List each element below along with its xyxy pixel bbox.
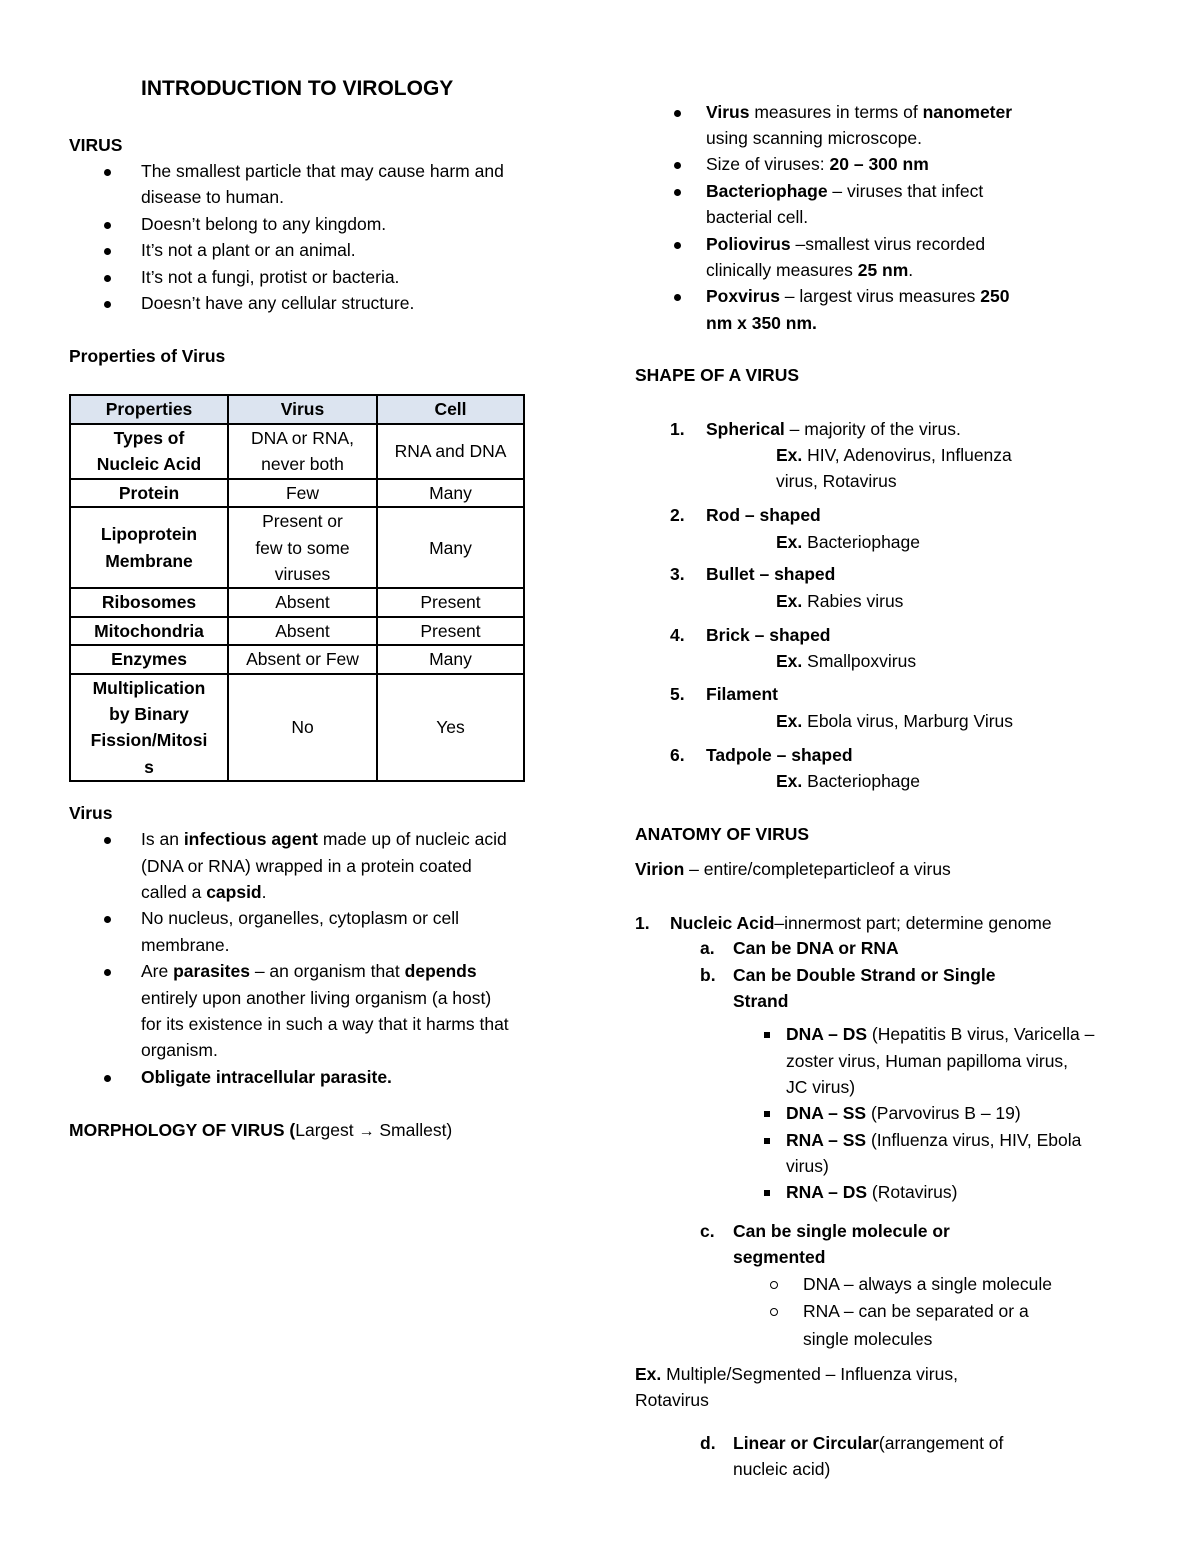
table-cell: Absent [228,617,377,645]
list-letter: a. [700,938,715,958]
list-item: membrane. [141,935,230,955]
list-item: Ex. Bacteriophage [776,532,921,552]
table-cell: RNA and DNA [377,424,524,479]
list-item: Virus measures in terms of nanometer [706,102,1013,122]
list-item: Doesn’t belong to any kingdom. [141,214,387,234]
table-row [70,617,524,645]
bullet-icon [665,99,689,125]
list-item: Brick – shaped [706,625,831,645]
bullet-icon [95,905,119,931]
segmented-example: Rotavirus [635,1390,709,1410]
bullet-icon [665,178,689,204]
table-cell: Multiplication by Binary Fission/Mitosi s [70,674,228,782]
list-item: Poliovirus –smallest virus recorded [706,234,986,254]
table-cell: Many [377,479,524,507]
properties-table [69,394,525,782]
table-cell: Yes [377,674,524,782]
table-row [70,424,524,479]
list-item: organism. [141,1040,218,1060]
table-header: Properties [70,395,228,424]
table-row [70,479,524,507]
bullet-icon [95,290,119,316]
list-item: Ex. Bacteriophage [776,771,921,791]
bullet-icon [665,231,689,257]
list-item: for its existence in such a way that it harms that [141,1014,509,1034]
table-header: Virus [228,395,377,424]
list-item: Bacteriophage – viruses that infect [706,181,984,201]
table-cell: Present or few to some viruses [228,507,377,588]
list-item: RNA – SS (Influenza virus, HIV, Ebola [786,1130,1082,1150]
list-number: 3. [670,564,685,584]
table-cell: Absent [228,588,377,616]
list-item: disease to human. [141,187,285,207]
properties-heading: Properties of Virus [69,346,226,366]
bullet-icon [665,283,689,309]
list-item: RNA – DS (Rotavirus) [786,1182,958,1202]
list-item: Is an infectious agent made up of nucleic acid [141,829,507,849]
list-item: nucleic acid) [733,1459,831,1479]
table-cell: Enzymes [70,645,228,673]
list-item: Can be Double Strand or Single [733,965,996,985]
list-item: Are parasites – an organism that depends [141,961,477,981]
table-cell: Many [377,507,524,588]
table-row [70,588,524,616]
list-item: virus) [786,1156,829,1176]
list-number: 2. [670,505,685,525]
list-number: 1. [670,419,685,439]
list-letter: d. [700,1433,716,1453]
list-item: bacterial cell. [706,207,809,227]
table-cell: Lipoprotein Membrane [70,507,228,588]
list-item: Bullet – shaped [706,564,836,584]
list-item: Ex. HIV, Adenovirus, Influenza [776,445,1012,465]
list-item: Doesn’t have any cellular structure. [141,293,415,313]
circle-bullet-icon [762,1271,786,1297]
bullet-icon [665,151,689,177]
table-cell: Absent or Few [228,645,377,673]
arrow-right-icon: → [358,1123,375,1140]
circle-bullet-icon [762,1298,786,1324]
list-number: 1. [635,913,650,933]
list-number: 5. [670,684,685,704]
page-title: INTRODUCTION TO VIROLOGY [141,77,454,100]
table-cell: Present [377,617,524,645]
bullet-icon [95,264,119,290]
list-item: clinically measures 25 nm. [706,260,914,280]
list-item: Can be DNA or RNA [733,938,899,958]
bullet-icon [95,1064,119,1090]
table-header: Cell [377,395,524,424]
list-item: entirely upon another living organism (a host) [141,988,492,1008]
list-item: Poxvirus – largest virus measures 250 [706,286,1010,306]
list-item: The smallest particle that may cause harm and [141,161,504,181]
list-item: Rod – shaped [706,505,821,525]
square-bullet-icon [755,1100,779,1126]
table-cell: Few [228,479,377,507]
bullet-icon [95,826,119,852]
list-item: using scanning microscope. [706,128,922,148]
shape-heading: SHAPE OF A VIRUS [635,365,800,385]
list-item: Strand [733,991,789,1011]
bullet-icon [95,158,119,184]
list-item: Ex. Ebola virus, Marburg Virus [776,711,1014,731]
table-cell: Many [377,645,524,673]
square-bullet-icon [755,1179,779,1205]
list-item: Spherical – majority of the virus. [706,419,961,439]
list-item: DNA – DS (Hepatitis B virus, Varicella – [786,1024,1095,1044]
virus-heading: VIRUS [69,135,123,155]
list-item: single molecules [803,1329,933,1349]
list-item: zoster virus, Human papilloma virus, [786,1051,1069,1071]
table-cell: Mitochondria [70,617,228,645]
bullet-icon [95,211,119,237]
morphology-heading: MORPHOLOGY OF VIRUS (Largest → Smallest) [69,1117,452,1145]
list-item: No nucleus, organelles, cytoplasm or cell [141,908,460,928]
list-letter: b. [700,965,716,985]
table-cell: Protein [70,479,228,507]
table-cell: Types of Nucleic Acid [70,424,228,479]
anatomy-heading: ANATOMY OF VIRUS [635,824,810,844]
list-item: RNA – can be separated or a [803,1301,1029,1321]
virion-definition: Virion – entire/completeparticleof a virus [635,859,951,879]
bullet-icon [95,237,119,263]
list-item: It’s not a fungi, protist or bacteria. [141,267,400,287]
list-item: Ex. Smallpoxvirus [776,651,917,671]
list-item: Size of viruses: 20 – 300 nm [706,154,929,174]
list-item: segmented [733,1247,826,1267]
list-item: DNA – SS (Parvovirus B – 19) [786,1103,1021,1123]
table-cell: Present [377,588,524,616]
list-item: Ex. Rabies virus [776,591,904,611]
list-item: Can be single molecule or [733,1221,950,1241]
list-number: 4. [670,625,685,645]
list-item: called a capsid. [141,882,267,902]
list-item: (DNA or RNA) wrapped in a protein coated [141,856,472,876]
list-item: virus, Rotavirus [776,471,897,491]
list-item: It’s not a plant or an animal. [141,240,356,260]
list-item: nm x 350 nm. [706,313,817,333]
table-cell: Ribosomes [70,588,228,616]
list-item: JC virus) [786,1077,856,1097]
virus-subheading: Virus [69,803,113,823]
table-cell: No [228,674,377,782]
table-row [70,507,524,588]
square-bullet-icon [755,1127,779,1153]
list-letter: c. [700,1221,715,1241]
table-cell: DNA or RNA, never both [228,424,377,479]
table-row [70,674,524,782]
list-item: Filament [706,684,778,704]
list-item: DNA – always a single molecule [803,1274,1053,1294]
table-row [70,645,524,673]
list-number: 6. [670,745,685,765]
square-bullet-icon [755,1021,779,1047]
list-item: Linear or Circular(arrangement of [733,1433,1004,1453]
bullet-icon [95,958,119,984]
list-item: Nucleic Acid–innermost part; determine genome [670,913,1052,933]
list-item: Tadpole – shaped [706,745,853,765]
list-item: Obligate intracellular parasite. [141,1067,392,1087]
segmented-example: Ex. Multiple/Segmented – Influenza virus, [635,1364,958,1384]
